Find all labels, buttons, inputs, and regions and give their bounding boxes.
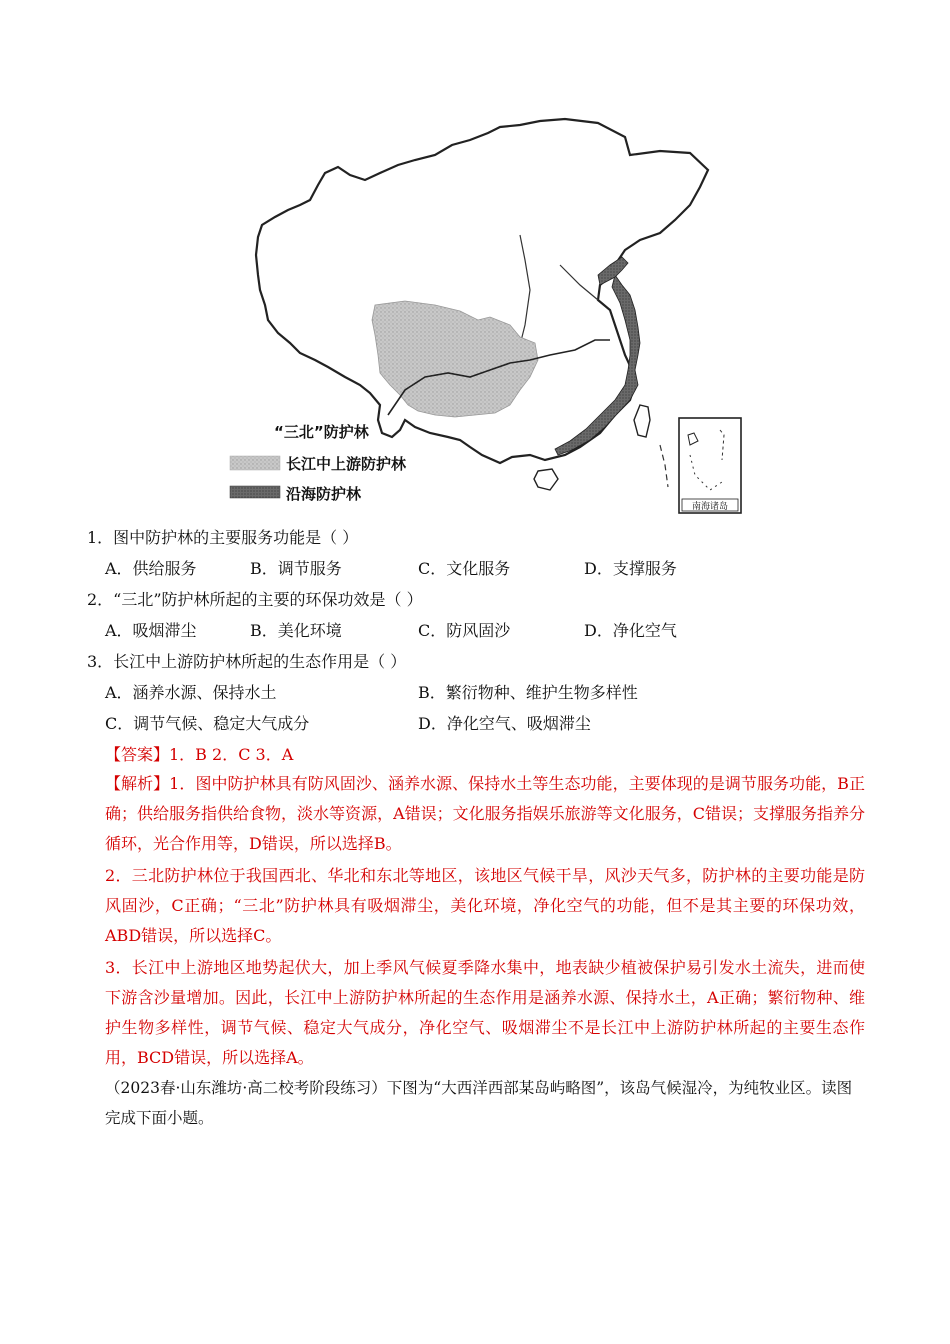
analysis-paragraph-3: 3．长江中上游地区地势起伏大，加上季风气候夏季降水集中，地表缺少植被保护易引发水土流失，进而使下游含沙量增加。因此，长江中上游防护林所起的生态作用是涵养水源、保持水土，A正确；繁衍物种、维护生物多样性，调节气候、稳定大气成分，净化空气、吸烟滞尘不是长江中上游防护林所起的主要生态作用，BCD错误，所以选择A。: [105, 958, 865, 1067]
q2-option-c: C．防风固沙: [418, 621, 511, 640]
legend-coastal-label: 沿海防护林: [286, 485, 362, 503]
question-3-stem: 3．长江中上游防护林所起的生态作用是（ ）: [87, 652, 407, 671]
q3-option-d: D．净化空气、吸烟滞尘: [418, 714, 591, 733]
sea-boundary-line: [660, 445, 668, 487]
q1-option-a: A．供给服务: [105, 559, 197, 578]
hainan-island: [534, 469, 558, 490]
q1-option-b: B．调节服务: [250, 559, 342, 578]
q3-option-a: A．涵养水源、保持水土: [105, 683, 277, 702]
analysis-paragraph-2: 2．三北防护林位于我国西北、华北和东北等地区，该地区气候干旱，风沙天气多，防护林的主要功能是防风固沙，C正确；“三北”防护林具有吸烟滞尘，美化环境，净化空气的功能，但不是其主要的环保功效，ABD错误，所以选择C。: [105, 866, 865, 945]
q2-option-b: B．美化环境: [250, 621, 342, 640]
q2-option-d: D．净化空气: [584, 621, 677, 640]
legend-yangtze-label: 长江中上游防护林: [286, 455, 407, 473]
q3-option-b: B．繁衍物种、维护生物多样性: [418, 683, 638, 702]
taiwan-island: [634, 405, 650, 437]
q2-option-a: A．吸烟滞尘: [105, 621, 197, 640]
legend-sanbei-label: “三北”防护林: [274, 423, 369, 441]
inset-label: 南海诸岛: [691, 502, 729, 512]
china-shelterbelt-map: [220, 115, 750, 520]
question-1-stem: 1．图中防护林的主要服务功能是（ ）: [87, 528, 359, 547]
legend-yangtze-swatch: [230, 456, 280, 470]
q1-option-c: C．文化服务: [418, 559, 511, 578]
legend-coastal-swatch: [230, 486, 280, 498]
answer-line: 【答案】1．B 2．C 3．A: [105, 745, 294, 764]
next-question-intro: （2023春·山东潍坊·高二校考阶段练习）下图为“大西洋西部某岛屿略图”，该岛气候湿冷，为纯牧业区。读图完成下面小题。: [105, 1079, 853, 1127]
q3-option-c: C．调节气候、稳定大气成分: [105, 714, 310, 733]
analysis-paragraph-1: 【解析】1．图中防护林具有防风固沙、涵养水源、保持水土等生态功能，主要体现的是调节服务功能，B正确；供给服务指供给食物，淡水等资源，A错误；文化服务指娱乐旅游等文化服务，C错误；支撑服务指养分循环，光合作用等，D错误，所以选择B。: [105, 774, 865, 853]
question-2-stem: 2．“三北”防护林所起的主要的环保功效是（ ）: [87, 590, 423, 609]
q1-option-d: D．支撑服务: [584, 559, 677, 578]
